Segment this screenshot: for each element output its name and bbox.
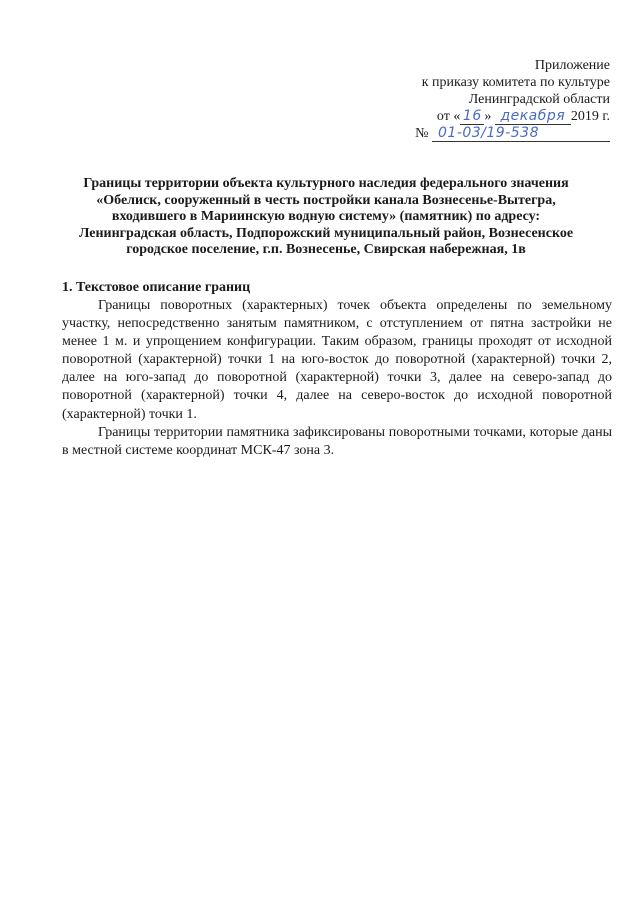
date-day-handwritten: 16 xyxy=(460,109,484,125)
title-line: Ленинградская область, Подпорожский муниципальный район, Вознесенское xyxy=(78,225,574,241)
number-handwritten: 01-03/19-538 xyxy=(432,126,610,142)
date-mid: » xyxy=(484,109,492,124)
appendix-block xyxy=(350,57,610,142)
title-line: входившего в Мариинскую водную систему» (памятник) по адресу: xyxy=(111,209,541,225)
date-month-handwritten: декабря xyxy=(495,109,571,125)
appendix-title: Приложение xyxy=(534,58,610,73)
document-title xyxy=(62,176,590,259)
date-year: 2019 г. xyxy=(570,109,610,124)
body-paragraph: Границы территории памятника зафиксированы поворотными точками, которые даны в местной системе координат МСК-47 зона 3. xyxy=(62,424,612,458)
section-body xyxy=(62,297,612,460)
date-prefix: от « xyxy=(436,109,461,124)
appendix-date xyxy=(350,108,610,125)
appendix-order-ref: к приказу комитета по культуре xyxy=(421,75,610,90)
title-line: Границы территории объекта культурного наследия федерального значения xyxy=(83,176,569,191)
appendix-number xyxy=(350,125,610,142)
title-line: «Обелиск, сооруженный в честь постройки канала Вознесенье-Вытегра, xyxy=(96,192,556,208)
number-sign: № xyxy=(415,126,429,141)
title-line: городское поселение, г.п. Вознесенье, Свирская набережная, 1в xyxy=(126,242,526,258)
section-heading: 1. Текстовое описание границ xyxy=(62,280,251,295)
body-paragraph: Границы поворотных (характерных) точек объекта определены по земельному участку, непосредственно занятым памятником, с отступлением от пятна застройки не менее 1 м. и упрощением конфигурации. Таким образом, границы проходят от исходной поворотной (характерной) точки 1 на юго-восток до поворотной (характерной) точки 2, далее на юго-запад до поворотной (характерной) точки 3, далее на северо-запад до поворотной (характерной) точки 4, далее на северо-восток до исходной поворотной (характерной) точки 1. xyxy=(62,298,612,422)
appendix-region: Ленинградской области xyxy=(468,92,610,107)
